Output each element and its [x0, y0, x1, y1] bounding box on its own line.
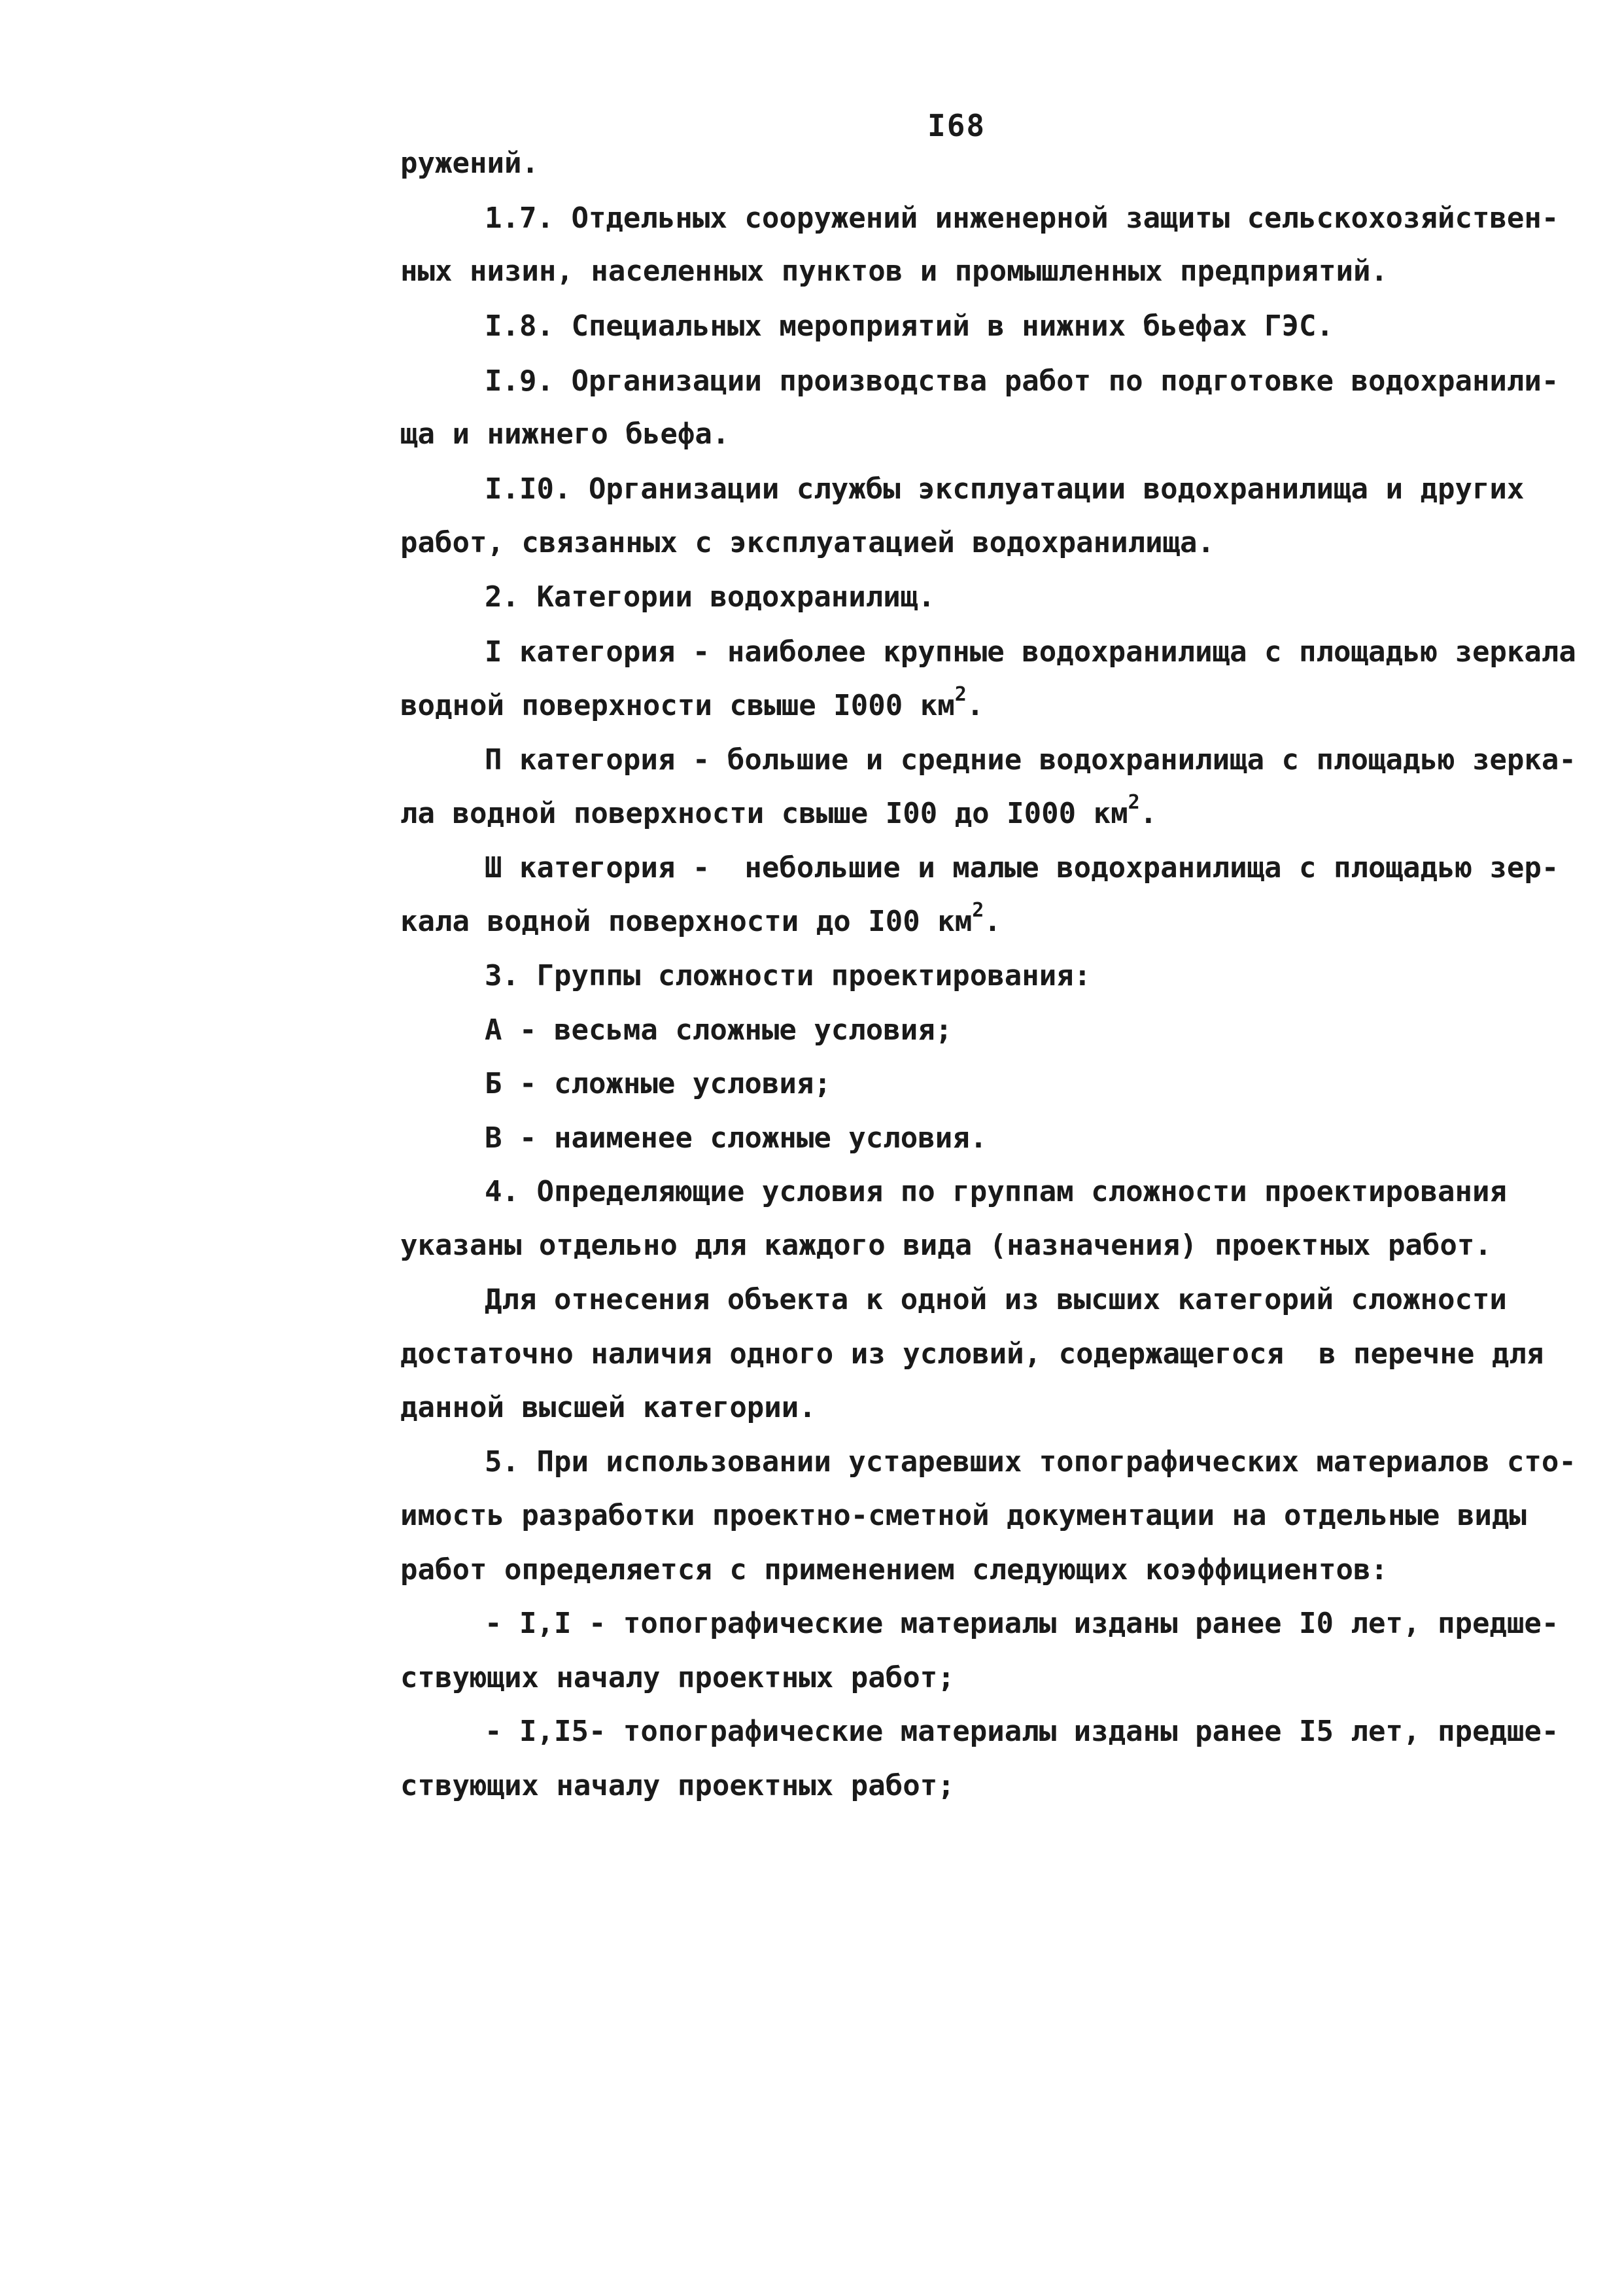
text-line: достаточно наличия одного из условий, содержащегося в перечне для [400, 1337, 1544, 1371]
text-line: работ, связанных с эксплуатацией водохранилища. [400, 526, 1215, 559]
superscript: 2 [972, 899, 984, 922]
text-line: Для отнесения объекта к одной из высших категорий сложности [485, 1283, 1507, 1316]
text-line: П категория - большие и средние водохранилища с площадью зерка- [485, 743, 1576, 777]
text-line: работ определяется с применением следующих коэффициентов: [400, 1553, 1388, 1586]
text-line: имость разработки проектно-сметной документации на отдельные виды [400, 1499, 1527, 1532]
text-line: Ш категория - небольшие и малые водохранилища с площадью зер- [485, 851, 1559, 885]
text-line [400, 791, 1158, 830]
text-period: . [1139, 797, 1158, 830]
text-line: I.8. Специальных мероприятий в нижних бьефах ГЭС. [485, 309, 1334, 343]
text-line: I категория - наиболее крупные водохранилища с площадью зеркала [485, 635, 1576, 669]
text-line: 2. Категории водохранилищ. [485, 580, 935, 614]
text-period: . [966, 689, 984, 722]
text-line: I.9. Организации производства работ по подготовке водохранили- [485, 364, 1559, 398]
text-line: указаны отдельно для каждого вида (назначения) проектных работ. [400, 1229, 1492, 1262]
text-line [400, 899, 1001, 938]
text-line [400, 683, 984, 722]
text-line: - I,I5- топографические материалы изданы ранее I5 лет, предше- [485, 1715, 1559, 1748]
text-line: ных низин, населенных пунктов и промышленных предприятий. [400, 254, 1388, 288]
text-line: 1.7. Отдельных сооружений инженерной защиты сельскохозяйствен- [485, 201, 1559, 235]
page-number: I68 [927, 108, 986, 143]
superscript: 2 [1128, 791, 1140, 814]
text-period: . [984, 905, 1001, 938]
text-line: 3. Группы сложности проектирования: [485, 959, 1092, 992]
text-line: ствующих началу проектных работ; [400, 1769, 955, 1802]
superscript: 2 [954, 683, 967, 706]
text-line: I.I0. Организации службы эксплуатации водохранилища и других [485, 472, 1525, 506]
text-line: - I,I - топографические материалы изданы ранее I0 лет, предше- [485, 1607, 1559, 1640]
text-line: Б - сложные условия; [485, 1067, 831, 1100]
text-line: 5. При использовании устаревших топографических материалов сто- [485, 1445, 1576, 1479]
text-line: В - наименее сложные условия. [485, 1121, 988, 1155]
text-line: ружений. [400, 147, 539, 180]
text-line: данной высшей категории. [400, 1391, 816, 1424]
text-line: ща и нижнего бьефа. [400, 417, 730, 451]
text-segment: кала водной поверхности до I00 км [400, 905, 973, 938]
text-segment: водной поверхности свыше I000 км [400, 689, 955, 722]
text-line: А - весьма сложные условия; [485, 1013, 953, 1047]
text-line: ствующих началу проектных работ; [400, 1661, 955, 1694]
text-line: 4. Определяющие условия по группам сложности проектирования [485, 1175, 1507, 1208]
text-segment: ла водной поверхности свыше I00 до I000 км [400, 797, 1128, 830]
